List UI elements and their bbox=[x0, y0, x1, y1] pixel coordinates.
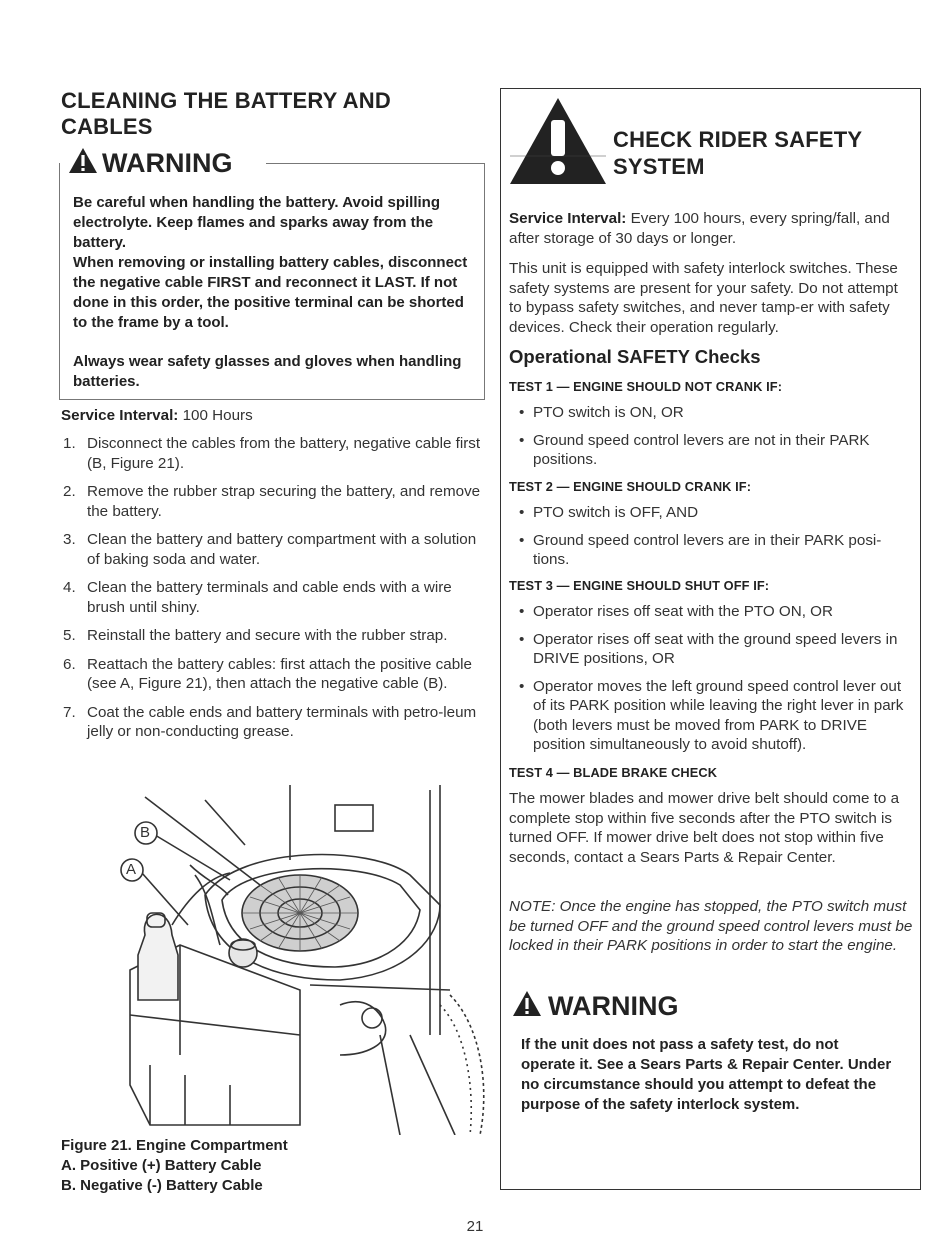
list-item: • PTO switch is OFF, AND bbox=[509, 503, 913, 523]
callout-label-b: B bbox=[140, 824, 151, 841]
battery-steps-list bbox=[60, 434, 485, 751]
warning-triangle-icon bbox=[68, 147, 98, 179]
figure-item-a: A. Positive (+) Battery Cable bbox=[61, 1157, 262, 1174]
list-item: • Ground speed control levers are not in their PARK positions. bbox=[509, 431, 913, 470]
test-2-title: TEST 2 — ENGINE SHOULD CRANK IF: bbox=[509, 479, 752, 494]
left-heading: CLEANING THE BATTERY AND CABLES bbox=[61, 88, 391, 139]
test-4-text: The mower blades and mower drive belt should come to a complete stop within five seconds after the PTO switch is turned OFF. If mower drive belt does not stop within five seconds, contact a Sears Parts & Repair Center. bbox=[509, 790, 900, 866]
callout-label-a: A bbox=[126, 861, 137, 878]
test-1-title: TEST 1 — ENGINE SHOULD NOT CRANK IF: bbox=[509, 379, 783, 394]
engine-note: NOTE: Once the engine has stopped, the PTO switch must be turned OFF and the ground speed control levers must be locked in their PARK positions in order to start the engine. bbox=[509, 898, 913, 954]
warning-text-2: When removing or installing battery cables, disconnect the negative cable FIRST and reconnect it LAST. If not done in this order, the positive terminal can be shorted to the frame by a tool. bbox=[73, 254, 468, 331]
warning-text-3: Always wear safety glasses and gloves when handling batteries. bbox=[73, 353, 462, 390]
safety-heading: CHECK RIDER SAFETY SYSTEM bbox=[613, 127, 862, 179]
list-item: • Ground speed control levers are in their PARK posi-tions. bbox=[509, 531, 913, 570]
page-number: 21 bbox=[466, 1218, 484, 1235]
interlock-warning-title: WARNING bbox=[548, 991, 679, 1021]
figure-caption: Figure 21. Engine Compartment bbox=[61, 1137, 288, 1154]
safety-service-interval bbox=[509, 209, 911, 248]
list-item: • Operator moves the left ground speed control lever out of its PARK position while leaving the right lever in park (both levers must be moved from PARK to DRIVE position simultaneously to avoid shutoff). bbox=[509, 677, 913, 755]
operational-checks-heading: Operational SAFETY Checks bbox=[509, 346, 761, 367]
list-item: • Operator rises off seat with the PTO ON, OR bbox=[509, 602, 913, 622]
test-2-list bbox=[509, 503, 913, 578]
warning-title: WARNING bbox=[102, 148, 233, 178]
step-item: 6. Reattach the battery cables: first attach the positive cable (see A, Figure 21), then attach the negative cable (B). bbox=[63, 655, 472, 692]
warning-header bbox=[68, 146, 243, 180]
warning-rule bbox=[266, 163, 484, 164]
safety-service-label: Service Interval: bbox=[509, 210, 627, 227]
interlock-warning-header bbox=[512, 990, 679, 1022]
test-4-title: TEST 4 — BLADE BRAKE CHECK bbox=[509, 765, 718, 780]
step-item: 1. Disconnect the cables from the battery, negative cable first (B, Figure 21). bbox=[63, 435, 481, 472]
large-warning-triangle-icon bbox=[508, 96, 608, 191]
engine-compartment-figure bbox=[110, 785, 490, 1135]
service-interval-label: Service Interval: bbox=[61, 407, 179, 424]
step-item: 3. Clean the battery and battery compartment with a solution of baking soda and water. bbox=[63, 531, 477, 568]
service-interval-value: 100 Hours bbox=[182, 407, 253, 424]
interlock-warning-text: If the unit does not pass a safety test, do not operate it. See a Sears Parts & Repair Center. Under no circumstance should you attempt to defeat the purpose of the safety interlock system. bbox=[521, 1036, 892, 1113]
warning-triangle-icon bbox=[512, 990, 542, 1022]
list-item: • PTO switch is ON, OR bbox=[509, 403, 913, 423]
test-3-list bbox=[509, 602, 913, 763]
safety-service-value: Every 100 hours, every spring/fall, and after storage of 30 days or longer. bbox=[509, 210, 890, 247]
step-item: 5. Reinstall the battery and secure with the rubber strap. bbox=[63, 627, 448, 644]
battery-service-interval bbox=[61, 406, 481, 426]
warning-text-1: Be careful when handling the battery. Avoid spilling electrolyte. Keep flames and sparks away from the battery. bbox=[73, 194, 440, 251]
safety-intro: This unit is equipped with safety interlock switches. These safety systems are present for your safety. Do not attempt to bypass safety switches, and never tamp-er with safety devices. Check their operation regularly. bbox=[509, 260, 898, 336]
step-item: 2. Remove the rubber strap securing the battery, and remove the battery. bbox=[63, 483, 481, 520]
test-3-title: TEST 3 — ENGINE SHOULD SHUT OFF IF: bbox=[509, 578, 770, 593]
test-1-list bbox=[509, 403, 913, 478]
step-item: 4. Clean the battery terminals and cable ends with a wire brush until shiny. bbox=[63, 579, 452, 616]
figure-item-b: B. Negative (-) Battery Cable bbox=[61, 1177, 263, 1194]
list-item: • Operator rises off seat with the ground speed levers in DRIVE positions, OR bbox=[509, 630, 913, 669]
step-item: 7. Coat the cable ends and battery terminals with petro-leum jelly or non-conducting grease. bbox=[63, 703, 477, 740]
